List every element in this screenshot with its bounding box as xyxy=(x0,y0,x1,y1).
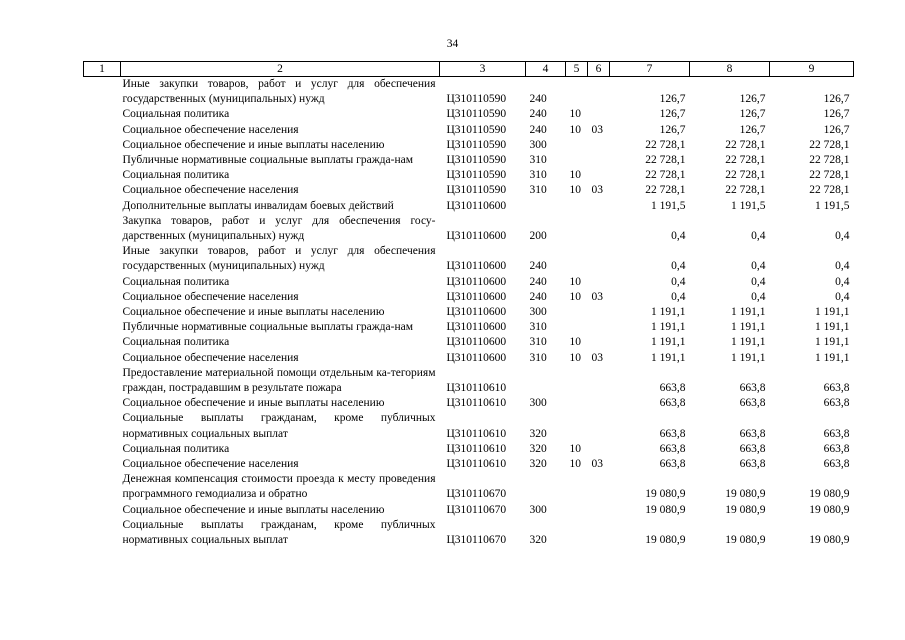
target-code-cell: Ц310110610 xyxy=(446,397,507,410)
amount-year2-cell: 0,4 xyxy=(751,230,766,243)
budget-table xyxy=(83,61,854,548)
amount-year1-cell: 663,8 xyxy=(659,397,686,410)
section-cell xyxy=(566,411,588,441)
amount-year1-cell: 126,7 xyxy=(659,108,686,121)
row-number-cell xyxy=(84,305,121,320)
table-row xyxy=(84,442,854,457)
column-header: 6 xyxy=(588,62,610,77)
subsection-cell: 03 xyxy=(591,123,603,136)
item-name-cell: Социальная политика xyxy=(122,169,230,182)
row-number-cell xyxy=(84,411,121,441)
item-name-cell: Социальная политика xyxy=(122,442,230,455)
item-name-cell: Социальная политика xyxy=(122,275,230,288)
table-row xyxy=(84,153,854,168)
row-number-cell xyxy=(84,107,121,122)
column-header: 3 xyxy=(440,62,526,77)
expense-type-cell: 320 xyxy=(529,534,547,547)
target-code-cell: Ц310110590 xyxy=(446,154,507,167)
expense-type-cell: 320 xyxy=(529,442,547,455)
table-row xyxy=(84,305,854,320)
page-number: 34 xyxy=(446,38,459,50)
amount-year2-cell: 1 191,1 xyxy=(731,321,766,334)
section-cell: 10 xyxy=(569,336,581,349)
subsection-cell xyxy=(588,153,610,168)
amount-year3-cell: 22 728,1 xyxy=(809,169,850,182)
row-number-cell xyxy=(84,199,121,214)
item-name-cell: Социальное обеспечение и иные выплаты населению xyxy=(122,306,385,319)
amount-year2-cell: 1 191,1 xyxy=(731,306,766,319)
target-code-cell: Ц310110670 xyxy=(446,503,507,516)
amount-year2-cell: 663,8 xyxy=(739,397,766,410)
amount-year2-cell: 0,4 xyxy=(751,290,766,303)
target-code-cell: Ц310110600 xyxy=(446,275,507,288)
expense-type-cell: 310 xyxy=(529,321,547,334)
amount-year1-cell: 0,4 xyxy=(671,260,686,273)
subsection-cell xyxy=(588,442,610,457)
row-number-cell xyxy=(84,214,121,244)
table-row xyxy=(84,457,854,472)
amount-year3-cell: 663,8 xyxy=(823,397,850,410)
target-code-cell: Ц310110590 xyxy=(446,123,507,136)
section-cell xyxy=(566,366,588,396)
subsection-cell xyxy=(588,138,610,153)
item-name-cell: Социальное обеспечение населения xyxy=(122,123,299,136)
expense-type-cell: 240 xyxy=(529,260,547,273)
target-code-cell: Ц310110610 xyxy=(446,427,507,440)
amount-year3-cell: 0,4 xyxy=(835,275,850,288)
row-number-cell xyxy=(84,183,121,198)
target-code-cell: Ц310110610 xyxy=(446,382,507,395)
subsection-cell xyxy=(588,518,610,548)
column-header: 8 xyxy=(690,62,770,77)
amount-year1-cell: 19 080,9 xyxy=(645,488,686,501)
item-name-cell: Иные закупки товаров, работ и услуг для обеспечения государственных (муниципальных) нужд xyxy=(122,78,436,106)
section-cell: 10 xyxy=(569,351,581,364)
subsection-cell xyxy=(588,366,610,396)
amount-year1-cell: 1 191,1 xyxy=(651,351,686,364)
amount-year3-cell: 126,7 xyxy=(823,93,850,106)
column-header: 7 xyxy=(610,62,690,77)
expense-type-cell: 240 xyxy=(529,275,547,288)
target-code-cell: Ц310110600 xyxy=(446,351,507,364)
row-number-cell xyxy=(84,320,121,335)
section-cell xyxy=(566,153,588,168)
subsection-cell: 03 xyxy=(591,351,603,364)
section-cell xyxy=(566,214,588,244)
item-name-cell: Социальная политика xyxy=(122,336,230,349)
amount-year3-cell: 663,8 xyxy=(823,427,850,440)
row-number-cell xyxy=(84,442,121,457)
section-cell xyxy=(566,503,588,518)
expense-type-cell: 200 xyxy=(529,230,547,243)
target-code-cell: Ц310110610 xyxy=(446,442,507,455)
table-body xyxy=(84,77,854,549)
amount-year3-cell: 19 080,9 xyxy=(809,534,850,547)
amount-year1-cell: 663,8 xyxy=(659,458,686,471)
amount-year2-cell: 663,8 xyxy=(739,427,766,440)
target-code-cell: Ц310110590 xyxy=(446,93,507,106)
target-code-cell: Ц310110600 xyxy=(446,336,507,349)
expense-type-cell: 240 xyxy=(529,93,547,106)
table-row xyxy=(84,335,854,350)
subsection-cell xyxy=(588,275,610,290)
amount-year2-cell: 663,8 xyxy=(739,382,766,395)
amount-year2-cell: 126,7 xyxy=(739,108,766,121)
amount-year3-cell: 0,4 xyxy=(835,230,850,243)
section-cell xyxy=(566,305,588,320)
amount-year1-cell: 1 191,5 xyxy=(651,199,686,212)
target-code-cell: Ц310110600 xyxy=(446,230,507,243)
amount-year1-cell: 663,8 xyxy=(659,442,686,455)
subsection-cell xyxy=(588,77,610,108)
expense-type-cell: 310 xyxy=(529,169,547,182)
target-code-cell: Ц310110600 xyxy=(446,199,507,212)
section-cell xyxy=(566,396,588,411)
target-code-cell: Ц310110600 xyxy=(446,306,507,319)
amount-year1-cell: 0,4 xyxy=(671,230,686,243)
amount-year3-cell: 663,8 xyxy=(823,458,850,471)
amount-year1-cell: 22 728,1 xyxy=(645,169,686,182)
table-row xyxy=(84,411,854,441)
table-row xyxy=(84,275,854,290)
section-cell: 10 xyxy=(569,275,581,288)
subsection-cell xyxy=(588,320,610,335)
expense-type-cell: 300 xyxy=(529,306,547,319)
target-code-cell: Ц310110610 xyxy=(446,458,507,471)
column-header: 9 xyxy=(770,62,854,77)
expense-type-cell xyxy=(526,199,566,214)
amount-year2-cell: 22 728,1 xyxy=(725,184,766,197)
table-row xyxy=(84,503,854,518)
subsection-cell xyxy=(588,168,610,183)
amount-year3-cell: 0,4 xyxy=(835,290,850,303)
row-number-cell xyxy=(84,503,121,518)
section-cell xyxy=(566,518,588,548)
section-cell: 10 xyxy=(569,184,581,197)
expense-type-cell: 240 xyxy=(529,123,547,136)
amount-year2-cell: 22 728,1 xyxy=(725,169,766,182)
item-name-cell: Социальное обеспечение населения xyxy=(122,351,299,364)
amount-year2-cell: 19 080,9 xyxy=(725,503,766,516)
section-cell xyxy=(566,320,588,335)
expense-type-cell: 320 xyxy=(529,427,547,440)
amount-year2-cell: 1 191,1 xyxy=(731,351,766,364)
row-number-cell xyxy=(84,335,121,350)
subsection-cell xyxy=(588,214,610,244)
target-code-cell: Ц310110590 xyxy=(446,138,507,151)
item-name-cell: Социальные выплаты гражданам, кроме публичных нормативных социальных выплат xyxy=(122,412,436,440)
amount-year1-cell: 126,7 xyxy=(659,93,686,106)
table-row xyxy=(84,518,854,548)
target-code-cell: Ц310110590 xyxy=(446,169,507,182)
table-row xyxy=(84,77,854,108)
table-row xyxy=(84,351,854,366)
expense-type-cell: 310 xyxy=(529,154,547,167)
expense-type-cell: 300 xyxy=(529,503,547,516)
amount-year1-cell: 19 080,9 xyxy=(645,503,686,516)
expense-type-cell: 240 xyxy=(529,290,547,303)
section-cell: 10 xyxy=(569,108,581,121)
amount-year1-cell: 22 728,1 xyxy=(645,138,686,151)
subsection-cell xyxy=(588,305,610,320)
amount-year3-cell: 19 080,9 xyxy=(809,503,850,516)
amount-year2-cell: 0,4 xyxy=(751,260,766,273)
amount-year3-cell: 22 728,1 xyxy=(809,154,850,167)
amount-year3-cell: 1 191,1 xyxy=(815,351,850,364)
item-name-cell: Иные закупки товаров, работ и услуг для обеспечения государственных (муниципальных) нужд xyxy=(122,245,436,273)
row-number-cell xyxy=(84,275,121,290)
item-name-cell: Денежная компенсация стоимости проезда к месту проведения программного гемодиализа и обратно xyxy=(122,473,436,501)
item-name-cell: Социальное обеспечение и иные выплаты населению xyxy=(122,397,385,410)
expense-type-cell: 310 xyxy=(529,351,547,364)
amount-year2-cell: 663,8 xyxy=(739,442,766,455)
row-number-cell xyxy=(84,290,121,305)
target-code-cell: Ц310110600 xyxy=(446,260,507,273)
table-row xyxy=(84,107,854,122)
table-row xyxy=(84,138,854,153)
subsection-cell: 03 xyxy=(591,458,603,471)
amount-year1-cell: 19 080,9 xyxy=(645,534,686,547)
subsection-cell xyxy=(588,244,610,274)
row-number-cell xyxy=(84,168,121,183)
amount-year3-cell: 22 728,1 xyxy=(809,138,850,151)
subsection-cell xyxy=(588,503,610,518)
table-row xyxy=(84,396,854,411)
section-cell xyxy=(566,472,588,502)
subsection-cell xyxy=(588,199,610,214)
amount-year3-cell: 1 191,1 xyxy=(815,336,850,349)
amount-year2-cell: 19 080,9 xyxy=(725,534,766,547)
row-number-cell xyxy=(84,153,121,168)
item-name-cell: Публичные нормативные социальные выплаты гражда-нам xyxy=(122,321,413,334)
expense-type-cell xyxy=(526,472,566,502)
amount-year2-cell: 126,7 xyxy=(739,93,766,106)
amount-year2-cell: 22 728,1 xyxy=(725,138,766,151)
section-cell: 10 xyxy=(569,123,581,136)
item-name-cell: Публичные нормативные социальные выплаты граждa-нам xyxy=(122,154,413,167)
item-name-cell: Социальное обеспечение населения xyxy=(122,184,299,197)
column-header: 4 xyxy=(526,62,566,77)
amount-year2-cell: 663,8 xyxy=(739,458,766,471)
section-cell: 10 xyxy=(569,458,581,471)
table-row xyxy=(84,123,854,138)
row-number-cell xyxy=(84,366,121,396)
subsection-cell xyxy=(588,396,610,411)
column-header: 2 xyxy=(121,62,440,77)
amount-year1-cell: 1 191,1 xyxy=(651,321,686,334)
section-cell: 10 xyxy=(569,442,581,455)
row-number-cell xyxy=(84,123,121,138)
table-row xyxy=(84,214,854,244)
amount-year3-cell: 22 728,1 xyxy=(809,184,850,197)
target-code-cell: Ц310110600 xyxy=(446,321,507,334)
section-cell: 10 xyxy=(569,169,581,182)
column-number-header xyxy=(84,62,854,77)
table-row xyxy=(84,290,854,305)
target-code-cell: Ц310110590 xyxy=(446,184,507,197)
amount-year3-cell: 126,7 xyxy=(823,123,850,136)
row-number-cell xyxy=(84,472,121,502)
amount-year2-cell: 126,7 xyxy=(739,123,766,136)
amount-year3-cell: 19 080,9 xyxy=(809,488,850,501)
item-name-cell: Дополнительные выплаты инвалидам боевых действий xyxy=(122,199,394,212)
amount-year1-cell: 663,8 xyxy=(659,427,686,440)
target-code-cell: Ц310110600 xyxy=(446,290,507,303)
amount-year3-cell: 1 191,1 xyxy=(815,306,850,319)
amount-year1-cell: 1 191,1 xyxy=(651,336,686,349)
subsection-cell xyxy=(588,411,610,441)
subsection-cell: 03 xyxy=(591,290,603,303)
section-cell xyxy=(566,77,588,108)
column-header: 5 xyxy=(566,62,588,77)
section-cell xyxy=(566,138,588,153)
item-name-cell: Социальные выплаты гражданам, кроме публичных нормативных социальных выплат xyxy=(122,518,436,547)
column-header: 1 xyxy=(84,62,121,77)
amount-year2-cell: 0,4 xyxy=(751,275,766,288)
row-number-cell xyxy=(84,138,121,153)
row-number-cell xyxy=(84,518,121,548)
expense-type-cell: 310 xyxy=(529,184,547,197)
amount-year3-cell: 1 191,5 xyxy=(815,199,850,212)
target-code-cell: Ц310110590 xyxy=(446,108,507,121)
table-row xyxy=(84,366,854,396)
subsection-cell: 03 xyxy=(591,184,603,197)
row-number-cell xyxy=(84,77,121,108)
amount-year2-cell: 22 728,1 xyxy=(725,154,766,167)
amount-year3-cell: 663,8 xyxy=(823,382,850,395)
subsection-cell xyxy=(588,335,610,350)
subsection-cell xyxy=(588,472,610,502)
row-number-cell xyxy=(84,244,121,274)
expense-type-cell: 300 xyxy=(529,397,547,410)
table-row xyxy=(84,320,854,335)
amount-year2-cell: 19 080,9 xyxy=(725,488,766,501)
row-number-cell xyxy=(84,396,121,411)
amount-year1-cell: 126,7 xyxy=(659,123,686,136)
amount-year1-cell: 0,4 xyxy=(671,275,686,288)
section-cell: 10 xyxy=(569,290,581,303)
row-number-cell xyxy=(84,457,121,472)
item-name-cell: Социальное обеспечение населения xyxy=(122,290,299,303)
amount-year1-cell: 663,8 xyxy=(659,382,686,395)
table-row xyxy=(84,183,854,198)
row-number-cell xyxy=(84,351,121,366)
subsection-cell xyxy=(588,107,610,122)
expense-type-cell: 310 xyxy=(529,336,547,349)
table-row xyxy=(84,244,854,274)
item-name-cell: Социальное обеспечение и иные выплаты населению xyxy=(122,138,385,151)
expense-type-cell xyxy=(526,366,566,396)
section-cell xyxy=(566,244,588,274)
table-row xyxy=(84,199,854,214)
amount-year1-cell: 1 191,1 xyxy=(651,306,686,319)
item-name-cell: Социальное обеспечение населения xyxy=(122,458,299,471)
table-row xyxy=(84,472,854,502)
section-cell xyxy=(566,199,588,214)
amount-year2-cell: 1 191,1 xyxy=(731,336,766,349)
amount-year1-cell: 22 728,1 xyxy=(645,184,686,197)
amount-year1-cell: 22 728,1 xyxy=(645,154,686,167)
item-name-cell: Социальное обеспечение и иные выплаты населению xyxy=(122,503,385,516)
amount-year2-cell: 1 191,5 xyxy=(731,199,766,212)
expense-type-cell: 320 xyxy=(529,458,547,471)
item-name-cell: Социальная политика xyxy=(122,108,230,121)
amount-year3-cell: 0,4 xyxy=(835,260,850,273)
expense-type-cell: 300 xyxy=(529,138,547,151)
target-code-cell: Ц310110670 xyxy=(446,534,507,547)
expense-type-cell: 240 xyxy=(529,108,547,121)
amount-year1-cell: 0,4 xyxy=(671,290,686,303)
item-name-cell: Закупка товаров, работ и услуг для обеспечения госу-дарственных (муниципальных) нужд xyxy=(122,214,436,243)
amount-year3-cell: 663,8 xyxy=(823,442,850,455)
table-row xyxy=(84,168,854,183)
amount-year3-cell: 126,7 xyxy=(823,108,850,121)
amount-year3-cell: 1 191,1 xyxy=(815,321,850,334)
target-code-cell: Ц310110670 xyxy=(446,488,507,501)
item-name-cell: Предоставление материальной помощи отдельным ка-тегориям граждан, пострадавшим в результате пожара xyxy=(122,366,436,395)
